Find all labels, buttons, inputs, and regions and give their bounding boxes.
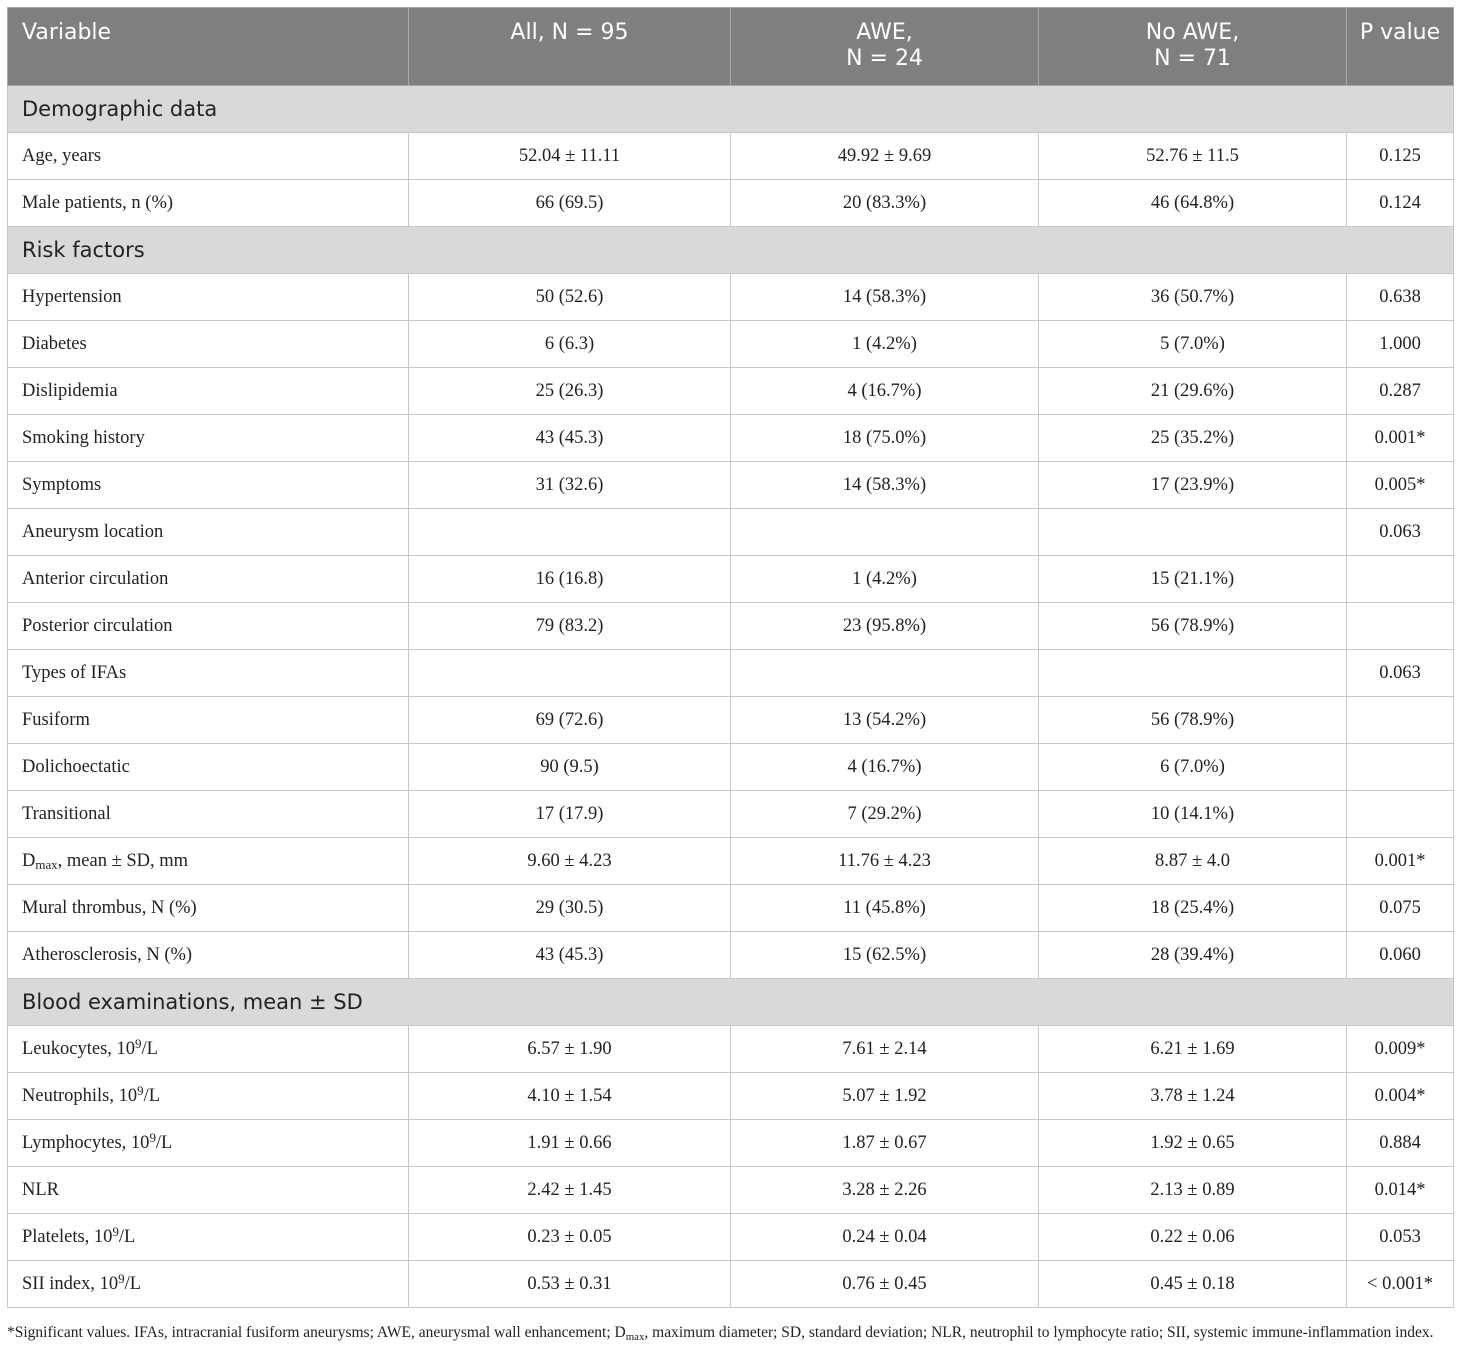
table-row-dmax: $D_{max}$, mean ± SD, mm 9.60 ± 4.23 11.76 ± 4.23 8.87 ± 4.0 0.001* xyxy=(8,838,1454,885)
table-row-posterior: Posterior circulation 79 (83.2) 23 (95.8%) 56 (78.9%) xyxy=(8,603,1454,650)
table-row-age: Age, years 52.04 ± 11.11 49.92 ± 9.69 52.76 ± 11.5 0.125 xyxy=(8,133,1454,180)
header-row xyxy=(8,8,1454,86)
table-row-types: Types of IFAs 0.063 xyxy=(8,650,1454,697)
header-no-awe: No AWE, N = 71 xyxy=(1039,8,1347,86)
table-row-leukocytes: Leukocytes, $10^9/L$ 6.57 ± 1.90 7.61 ± 2.14 6.21 ± 1.69 0.009* xyxy=(8,1026,1454,1073)
table-row-male: Male patients, n (%) 66 (69.5) 20 (83.3%) 46 (64.8%) 0.124 xyxy=(8,180,1454,227)
table-row-lymphocytes: Lymphocytes, $10^9/L$ 1.91 ± 0.66 1.87 ± 0.67 1.92 ± 0.65 0.884 xyxy=(8,1120,1454,1167)
table-row-dolichoectatic: Dolichoectatic 90 (9.5) 4 (16.7%) 6 (7.0%) xyxy=(8,744,1454,791)
data-table xyxy=(7,7,1454,1308)
header-variable: Variable xyxy=(8,8,409,86)
header-all: All, N = 95 xyxy=(409,8,731,86)
table-row-mural-thrombus: Mural thrombus, N (%) 29 (30.5) 11 (45.8%) 18 (25.4%) 0.075 xyxy=(8,885,1454,932)
section-demographic: Demographic data xyxy=(8,86,1454,133)
header-awe: AWE, N = 24 xyxy=(731,8,1039,86)
section-risk-factors: Risk factors xyxy=(8,227,1454,274)
table-row-hypertension: Hypertension 50 (52.6) 14 (58.3%) 36 (50.7%) 0.638 xyxy=(8,274,1454,321)
table-row-diabetes: Diabetes 6 (6.3) 1 (4.2%) 5 (7.0%) 1.000 xyxy=(8,321,1454,368)
table-row-aneurysm-location: Aneurysm location 0.063 xyxy=(8,509,1454,556)
table-row-neutrophils: Neutrophils, $10^9/L$ 4.10 ± 1.54 5.07 ± 1.92 3.78 ± 1.24 0.004* xyxy=(8,1073,1454,1120)
table-row-anterior: Anterior circulation 16 (16.8) 1 (4.2%) 15 (21.1%) xyxy=(8,556,1454,603)
table-row-dislipidemia: Dislipidemia 25 (26.3) 4 (16.7%) 21 (29.6%) 0.287 xyxy=(8,368,1454,415)
section-blood: Blood examinations, mean ± SD xyxy=(8,979,1454,1026)
table-footnote: *Significant values. IFAs, intracranial fusiform aneurysms; AWE, aneurysmal wall enhancement; $D_{max}$, maximum diameter; SD, standard deviation; NLR, neutrophil to lymphocyte ratio; SII, systemic immune-inflammation index. xyxy=(7,1324,1434,1343)
table-container xyxy=(7,7,1453,1308)
table-row-platelets: Platelets, $10^9/L$ 0.23 ± 0.05 0.24 ± 0.04 0.22 ± 0.06 0.053 xyxy=(8,1214,1454,1261)
header-p-value: P value xyxy=(1347,8,1454,86)
table-row-symptoms: Symptoms 31 (32.6) 14 (58.3%) 17 (23.9%) 0.005* xyxy=(8,462,1454,509)
table-row-transitional: Transitional 17 (17.9) 7 (29.2%) 10 (14.1%) xyxy=(8,791,1454,838)
table-row-sii: SII index, $10^9/L$ 0.53 ± 0.31 0.76 ± 0.45 0.45 ± 0.18 < 0.001* xyxy=(8,1261,1454,1308)
table-row-smoking: Smoking history 43 (45.3) 18 (75.0%) 25 (35.2%) 0.001* xyxy=(8,415,1454,462)
table-row-nlr: NLR 2.42 ± 1.45 3.28 ± 2.26 2.13 ± 0.89 0.014* xyxy=(8,1167,1454,1214)
table-row-atherosclerosis: Atherosclerosis, N (%) 43 (45.3) 15 (62.5%) 28 (39.4%) 0.060 xyxy=(8,932,1454,979)
table-row-fusiform: Fusiform 69 (72.6) 13 (54.2%) 56 (78.9%) xyxy=(8,697,1454,744)
